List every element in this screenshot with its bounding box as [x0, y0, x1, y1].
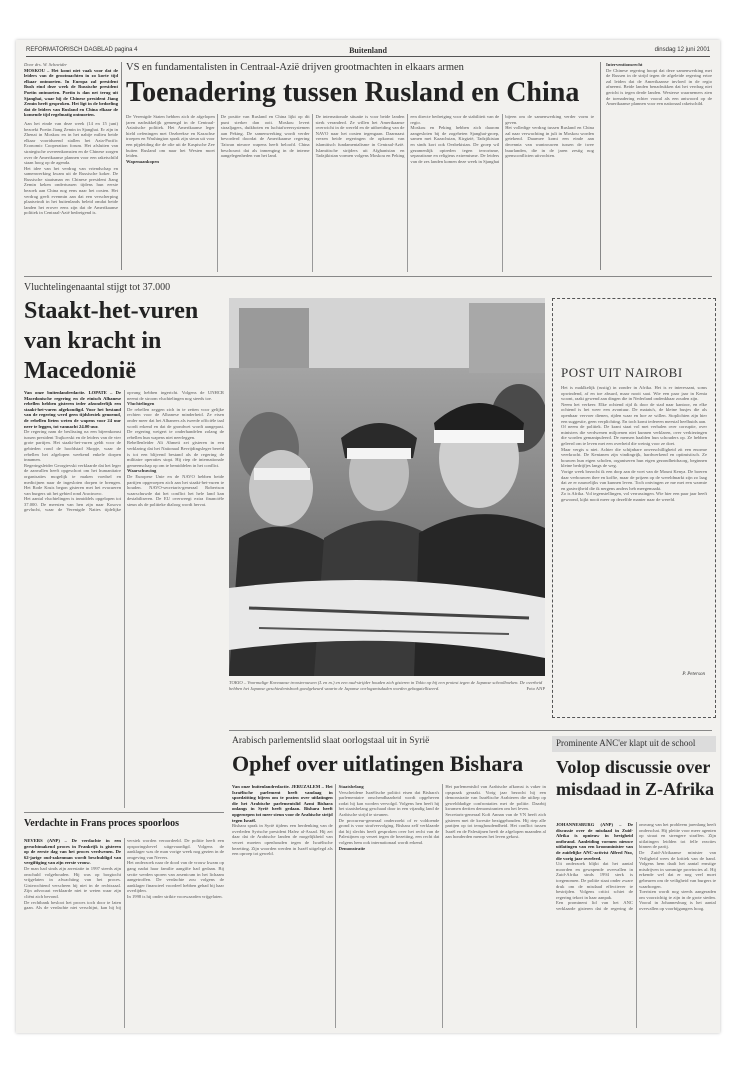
- newspaper-page: [16, 40, 720, 1033]
- top-story-p6: Moskou en Peking hebben zich daarom aangesloten bij de zogeheten Sjanghai-groep, samen met Kazachstan, Kirgizië, Tadzjikistan en sinds kort ook Oezbekistan. De groep wil gezamenlijk optreden tegen terrorisme, separatisme en religieus extremisme. De leiders van de zes landen komen deze week in Sjanghai bijeen om de samenwerking verder vorm te geven.: [410, 114, 594, 164]
- bishara-p2: Verscheidene Israëlische politici eisen dat Bishara's parlementaire onschendbaarheid wordt opgeheven zodat hij kan worden vervolgd. Volgens hen heeft hij het staatsbelang geschaad door in een vijandig land de Arabische strijd te steunen.: [338, 789, 440, 817]
- bishara-body: [232, 784, 546, 1028]
- top-story-p8: De Chinese regering hoopt dat deze samenwerking met de Russen in de strijd tegen de afgeleide regering ertoe zal leiden dat de Amerikaanse invloed in de regio afneemt. Beide landen benadrukken dat het verdrag niet gericht is tegen derde landen. Westerse waarnemers zien de toenadering echter vooral als een antwoord op de Amerikaanse plannen voor een nationaal raketschild.: [606, 67, 712, 107]
- top-story-p3: De Verenigde Staten hebben zich de afgelopen jaren nadrukkelijk gemengd in de Centraal-Aziatische politiek. Het Amerikaanse leger hield oefeningen met Oezbeekse en Kazachse troepen en Washington sprak zijn steun uit voor een pijpleiding die de olie uit de Kaspische Zee buiten Rusland om naar het Westen moet leiden.: [126, 114, 215, 159]
- macedonia-p3: Het aantal vluchtelingen is inmiddels opgelopen tot 37.000. De meesten van hen zijn naar Kosovo gevlucht, waar de Verenigde Naties tijdelijke opvang hebben ingericht. Volgens de UNHCR neemt de stroom vluchtelingen nog steeds toe.: [24, 390, 224, 513]
- nairobi-p5: Vorige week bezocht ik een dorp aan de voet van de Mount Kenya. De boeren daar verbouwen thee en koffie, maar de prijzen op de wereldmarkt zijn zo laag dat ze er nauwelijks van kunnen leven. Toch ontvingen ze me met een warmte en gastvrijheid die ik nergens anders heb meegemaakt.: [561, 468, 707, 491]
- intertitle-vluchtelingen: Vluchtelingen: [127, 401, 155, 407]
- macedonia-p4: De rebellen zeggen zich in te zetten voor gelijke rechten voor de Albanese minderheid. Ze eisen onder meer dat het Albanees als tweede officiële taal wordt erkend en dat de grondwet wordt aangepast. De regering weigert te onderhandelen zolang de rebellen hun wapens niet neerleggen.: [127, 406, 224, 440]
- header-left: REFORMATORISCH DAGBLAD pagina 4: [26, 47, 138, 53]
- bishara-p4: Het parlementslid van Arabische afkomst is vaker in opspraak geraakt. Vorig jaar bezocht hij een demonstratie van Israëlische Arabieren die uitliep op gewelddadige confrontaties met de politie. Daarbij kwamen dertien demonstranten om het leven.: [445, 784, 546, 812]
- top-story-intro: [24, 62, 118, 270]
- top-story-right-col: [606, 62, 712, 272]
- zafrika-p4: Toeristen wordt nog steeds aangeraden om voorzichtig te zijn in de grote steden. Vooral in Johannesburg is het aantal overvallen op voorbijgangers hoog.: [639, 889, 716, 911]
- macedonia-p2: Regeringsleider Georgievski verklaarde dat het leger de aanvallen heeft opgeschort om het humanitaire organisaties mogelijk te maken voedsel en medicijnen naar de ingesloten dorpen te brengen. Het Rode Kruis begon gisteren met het evacueren van burgers uit het gebied rond Aracinovo.: [24, 462, 121, 496]
- intertitle-demonstratie: Demonstratie: [338, 845, 366, 851]
- verdachte-lead: NEVERS (ANP) – De verdachte in een geruchtmakend proces in Frankrijk is gisteren op de eerste dag van het proces verdwenen. De 62-jarige oud-zakenman wordt beschuldigd van vergiftiging van zijn eerste vrouw.: [24, 838, 121, 866]
- top-story-p2: Het idee van het verdrag van vriendschap en samenwerking kwam uit de Russische koker. De Russische staatsman en Chinese president Jiang Zemin keken ondertussen tijdens hun eerste bezoek aan China nog eens naar het oosten. Het verdrag geeft evenmin aan dat een verscherping plaatsvindt in het buitenlands beleid omdat beide landen het erover eens zijn dat de Amerikaanse politiek in Centraal-Azië bedreigend is.: [24, 165, 118, 216]
- macedonia-p6: De Europese Unie en de NAVO hebben beide partijen opgeroepen zich aan het staakt-het-vuren te houden. NAVO-secretaris-generaal Robertson waarschuwde dat het conflict het hele land kan destabiliseren. De EU overweegt extra financiële steun als de politieke dialoog wordt hervat.: [127, 473, 224, 507]
- nairobi-p4: Maar vergis u niet. Achter die schijnbare onverschilligheid zit een enorme veerkracht. De Kenianen zijn vindingrijk, hardwerkend en optimistisch. Ze bouwen hun eigen scholen, organiseren hun eigen gezondheidszorg, beginnen kleine bedrijfjes langs de weg.: [561, 446, 707, 469]
- bishara-p3: De procureur-generaal onderzoekt of er voldoende grond is voor strafvervolging. Bishara zelf verklaarde dat hij slechts heeft gesproken over het recht van de Palestijnen op verzet tegen de bezetting, een recht dat volgens hem ook internationaal wordt erkend.: [338, 817, 440, 845]
- page-header: [26, 46, 710, 57]
- macedonia-p1: De regering nam de beslissing na een bijeenkomst tussen president Trajkovski en de leiders van de vier grote partijen. Het staakt-het-vuren geldt voor de gebieden rond de hoofdstad Skopje, waar de rebellen het afgelopen weekend enkele dorpen innamen.: [24, 429, 121, 463]
- intertitle-wapenaankopen: Wapenaankopen: [126, 158, 159, 164]
- top-story-lead: MOSKOU – Het komt niet vaak voor dat de leiders van de grootmachten in zo korte tijd elkaar ontmoeten. In Europa zal president Bush eind deze week de Russische president Poetin ontmoeten. Poetin is dan net terug uit Sjanghai, waar hij de Chinese president Jiang Zemin heeft gesproken. Het ligt in de bedoeling dat de leiders van Rusland en China elkaar de komende tijd regelmatig ontmoeten.: [24, 67, 118, 118]
- zafrika-p1: Uit onderzoek blijkt dat het aantal moorden en gewapende overvallen in Zuid-Afrika sinds 1994 sterk is toegenomen. De politie staat onder zware druk om de misdaad effectiever te bestrijden. Volgens critici schiet de regering tekort in haar aanpak.: [556, 861, 633, 900]
- macedonia-headline: Staakt-het-vuren van kracht in Macedonië: [24, 298, 199, 384]
- nairobi-signature: P. Peterson: [682, 672, 705, 677]
- bishara-p1: Bishara sprak in Syrië tijdens een herdenking van de overleden Syrische president Hafez al-Assad. Hij zei daar dat de Arabische landen de mogelijkheid van verzet moeten openhouden tegen de Israëlische bezetting. Zijn woorden werden in Israël uitgelegd als een oproep tot geweld.: [232, 823, 333, 857]
- intertitle-interventie: Interventionsrecht: [606, 62, 643, 67]
- news-photo: [229, 298, 545, 676]
- divider: [121, 62, 122, 270]
- top-story-p7: Het volledige verdrag tussen Rusland en China zal naar verwachting in juli in Moskou worden getekend. Daarmee komt een einde aan decennia van wantrouwen tussen de twee buurlanden, die in de jaren zestig nog grensconflicten uitvochten.: [505, 125, 594, 159]
- intertitle-staatsbelang: Staatsbelang: [338, 784, 364, 789]
- nairobi-body: [561, 385, 707, 667]
- nairobi-p2: Neem het verkeer. Elke ochtend rijd ik door de stad naar kantoor, en elke ochtend is het weer een avontuur. De matatu's, de kleine busjes die als openbaar vervoer dienen, rijden waar en hoe ze willen. Stoplichten zijn hier een suggestie, geen verplichting. En toch komt iedereen meestal heelhuids aan.: [561, 401, 707, 424]
- bishara-lead: Van onze buitenlandredactie. JERUZALEM – Het Israëlische parlement heeft vandaag in spoedzitting bijeen om te praten over uitlatingen die het Arabische parlementslid Azmi Bishara onlangs in Syrië heeft gedaan. Bishara heeft opgeroepen tot meer steun voor de Arabische strijd tegen Israël.: [232, 784, 333, 823]
- macedonia-kicker: Vluchtelingenaantal stijgt tot 37.000: [24, 282, 171, 293]
- verdachte-p2: De rechtbank besloot het proces toch door te laten gaan. Als de verdachte niet verschijnt, kan hij bij verstek worden veroordeeld. De politie heeft een opsporingsbevel uitgevaardigd. Volgens de aanklager was de man vorige week nog gezien in de omgeving van Nevers.: [24, 838, 224, 911]
- nairobi-p6: Zo is Afrika. Vol tegenstellingen, vol verrassingen. Wie hier een paar jaar heeft gewoond, kijkt nooit meer op dezelfde manier naar de wereld.: [561, 491, 707, 502]
- intertitle-waarschuwing: Waarschuwing: [127, 468, 157, 474]
- zafrika-p3: De Zuid-Afrikaanse minister van Veiligheid wees de kritiek van de hand. Volgens hem daalt het aantal ernstige misdrijven in sommige provincies al. Hij erkende wel dat er nog veel moet gebeuren om de veiligheid van burgers te waarborgen.: [639, 849, 716, 889]
- section-rule: [24, 276, 712, 277]
- nairobi-column: [552, 298, 716, 718]
- verdachte-p4: In 1998 is hij onder strikte voorwaarden vrijgelaten.: [127, 893, 223, 899]
- zafrika-kicker: Prominente ANC'er klapt uit de school: [556, 738, 696, 748]
- macedonia-body: [24, 390, 224, 808]
- photo-caption: [229, 680, 545, 726]
- section-title: Buitenland: [349, 46, 387, 55]
- verdachte-body: [24, 838, 224, 1028]
- macedonia-p5: Rebellenleider Ali Ahmeti zei gisteren in een verklaring dat het Nationaal Bevrijdingsleger bereid is tot een blijvend bestand als de regering de militaire operaties stopt. Hij riep de internationale gemeenschap op om te bemiddelen in het conflict.: [127, 440, 224, 468]
- nairobi-title: POST UIT NAIROBI: [561, 365, 683, 380]
- top-story-kicker: VS en fundamentalisten in Centraal-Azië drijven grootmachten in elkaars armen: [126, 62, 464, 73]
- top-story-headline: Toenadering tussen Rusland en China: [126, 77, 580, 108]
- section-rule: [24, 812, 224, 813]
- macedonia-lead: Van onze buitenlandredactie. LOPATE – De Macedonische regering en de etnisch Albanese rebellen hebben gisteren ieder afzonderlijk een staakt-het-vuren afgekondigd. Voor het bestand van de regering werd geen tijdsbestek genoemd, de rebellen lieten weten de wapens voor 24 uur neer te leggen, tot vannacht 24.00 uur.: [24, 390, 121, 429]
- bishara-kicker: Arabisch parlementslid slaat oorlogstaal uit in Syrië: [232, 736, 430, 746]
- photo-credit: Foto ANP: [526, 685, 545, 691]
- verdachte-p3: Het onderzoek naar de dood van de vrouw kwam op gang nadat haar familie aangifte had gedaan. Bij sectie werden sporen van arsenicum in het lichaam aangetroffen. De verdachte zou volgens de aanklager financieel voordeel hebben gehad bij haar overlijden.: [127, 860, 224, 894]
- nairobi-p3: Of neem de politiek. De krant staat vol met verhalen over corruptie, over ministers die verdwenen miljoenen niet kunnen verklaren, over verkiezingen die worden gemanipuleerd. De mensen haalden hun schouders op. Ze hebben geleerd om te leven met een overheid die weinig voor ze doet.: [561, 424, 707, 446]
- verdachte-headline: Verdachte in Frans proces spoorloos: [24, 818, 179, 829]
- section-rule: [229, 730, 712, 731]
- header-date: dinsdag 12 juni 2001: [654, 47, 710, 53]
- top-story-p1: Aan het einde van deze week (14 en 15 juni) bezoekt Poetin Jiang Zemin in Sjanghai. Er zijn in Zhenai in Moskou en in het nabije milieu beide elkaar voortdurend stallen het Azia-Pacific Economic Cooperation forum. Het afsluiten van strategische overeenkomsten en de Chinese zorgen over de Amerikaanse plannen voor een raketschild staan hoog op de agenda.: [24, 120, 118, 166]
- bishara-p5: Secretaris-generaal Kofi Annan van de VN heeft zich gisteren met de kwestie beziggehouden. Hij riep alle partijen op tot terughoudendheid. Het conflict tussen Israël en de Palestijnen heeft de afgelopen maanden al aan honderden mensen het leven gekost.: [445, 811, 546, 840]
- protest-photo-illustration: [229, 298, 545, 676]
- zafrika-body: [556, 822, 716, 1028]
- nairobi-p1: Het is maklkelijk (rustig) in zonder in Afrika. Het is er interessant, soms opwindend, af en toe absurd, maar nooit saai. Wie een paar jaar in Kenia woont, raakt gewend aan dingen die in Nederland ondenkbaar zouden zijn.: [561, 385, 707, 402]
- divider: [600, 62, 601, 270]
- zafrika-p2: Een prominent lid van het ANC verklaarde gisteren dat de regering de omvang van het probleem jarenlang heeft onderschat. Hij pleitte voor meer agenten op straat en strengere straffen. Zijn uitlatingen leidden tot felle reacties binnen de partij.: [556, 822, 716, 911]
- caption-text: TOKIO – Voormalige Koreaanse troostvrouwen (L en m.) en een oud-strijder houden zich gisteren in Tokio op bij een protest tegen de Japanse schoolboeken. De overheid hebben het Japanse geschiedenisboek goedgekeurd waarin de Japanse oorlogsmisdaden worden gebagatelliseerd.: [229, 680, 543, 691]
- zafrika-headline: Volop discussie over misdaad in Z-Afrika: [556, 757, 715, 799]
- verdachte-p1: De man had sinds zijn arrestatie in 1997 steeds zijn onschuld volgehouden. Hij was op borgtocht vrijgelaten in afwachting van het proces. Gisterochtend verscheen hij niet in de rechtszaal. Zijn advocaat verklaarde niet te weten waar zijn cliënt zich bevond.: [24, 865, 121, 899]
- top-story-body: [126, 114, 594, 272]
- zafrika-lead: JOHANNESBURG (ANP) – De discussie over de misdaad in Zuid-Afrika is opnieuw in hevigheid ontbrand. Aanleiding vormen nieuwe uitlatingen van een kroonminister van de zuidelijke ANC-activist Alfred Nzo, die vorig jaar overleed.: [556, 822, 633, 861]
- top-story-p5: De internationale situatie is voor beide landen sterk veranderd. Ze willen het Amerikaanse overwicht in de wereld en de uitbreiding van de NAVO naar het oosten tegengaan. Daarnaast vrezen beide regeringen de opkomst van islamitisch fundamentalisme in Centraal-Azië. Islamitische strijders uit Afghanistan en Tadzjikistan vormen volgens Moskou en Peking een directe bedreiging voor de stabiliteit van de regio.: [315, 114, 500, 159]
- top-story-p4: De positie van Rusland en China lijkt op dit punt sterker dan ooit. Moskou levert straaljagers, duikboten en luchtafweersystemen aan Peking. De samenwerking wordt verder bevorderd doordat de Amerikaanse regering Taiwan nieuwe wapens heeft beloofd. China beschouwt dat als inmenging in de interne aangelegenheden van het land.: [220, 114, 310, 159]
- byline: Door drs. W. Schneider: [24, 62, 68, 67]
- bishara-headline: Ophef over uitlatingen Bishara: [232, 751, 524, 776]
